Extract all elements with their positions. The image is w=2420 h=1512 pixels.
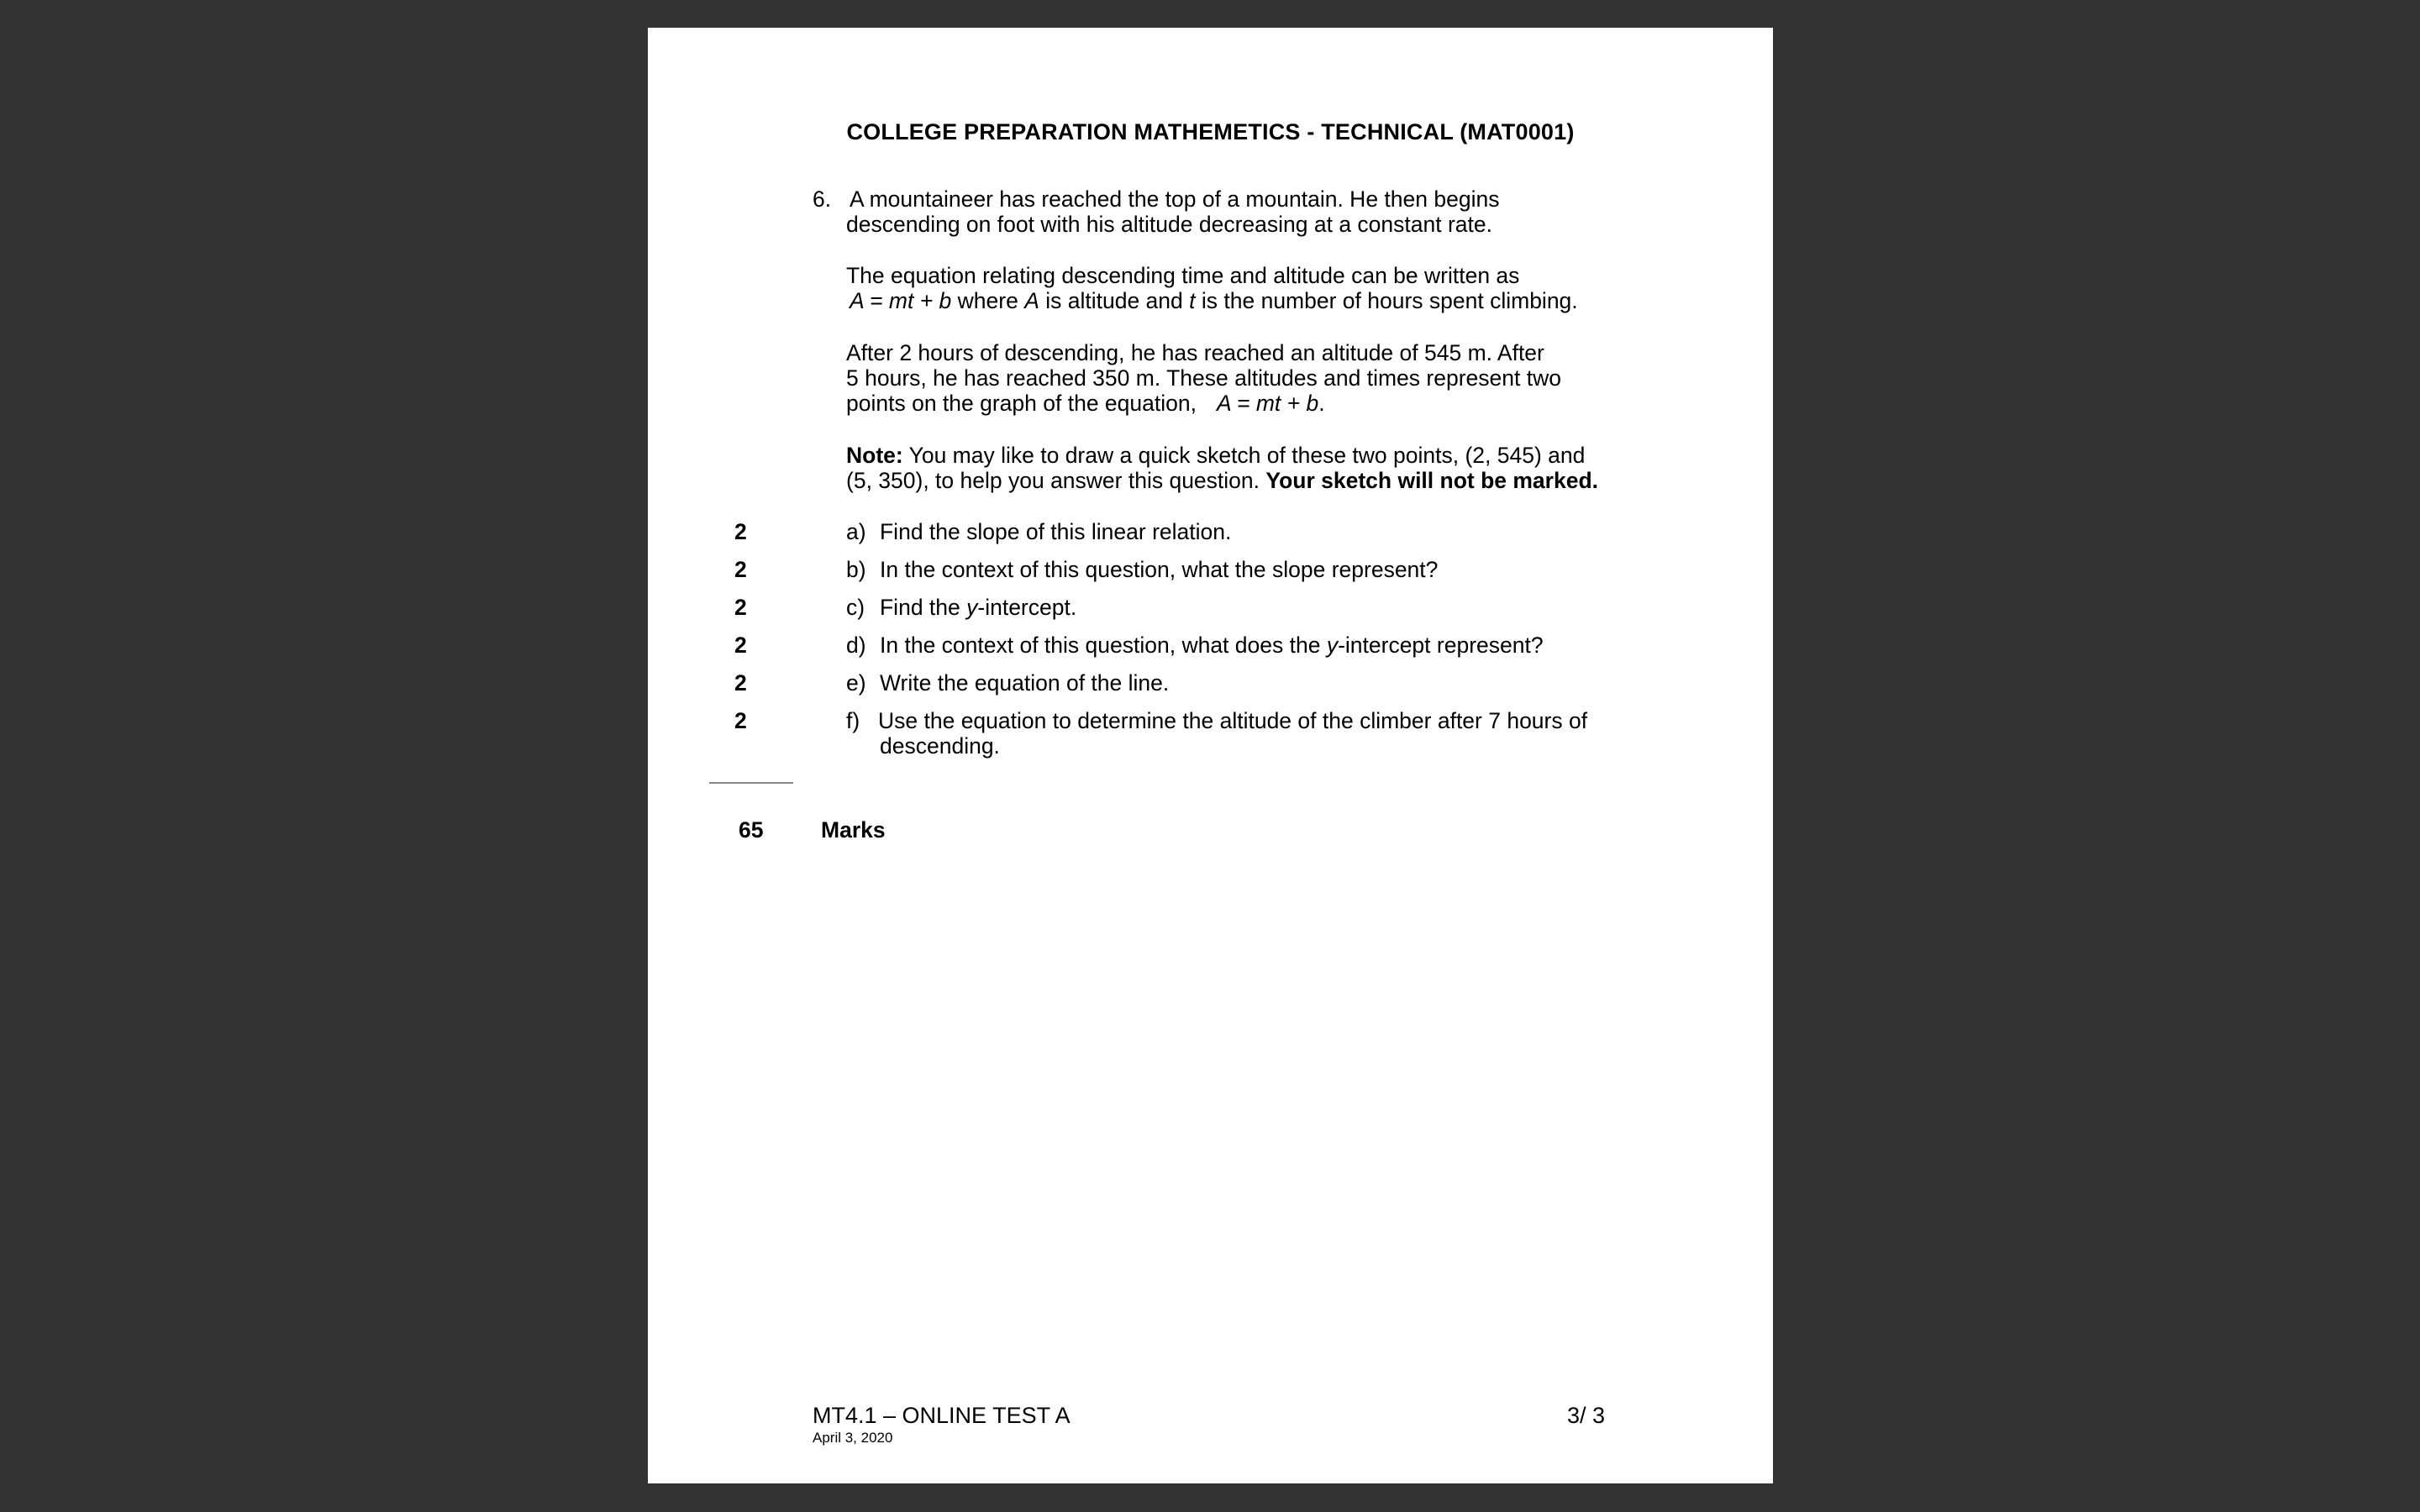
equation-formula: A = mt + b	[850, 288, 952, 313]
page-number: 3/ 3	[1567, 1403, 1606, 1428]
part-d-text-pre: In the context of this question, what does the	[880, 633, 1327, 658]
data-paragraph-line1: After 2 hours of descending, he has reached an altitude of 545 m. After	[846, 340, 1544, 365]
part-f-marks: 2	[734, 708, 747, 733]
part-f-text-line1: Use the equation to determine the altitude of the climber after 7 hours of	[878, 708, 1588, 733]
question-intro-line2: descending on foot with his altitude decreasing at a constant rate.	[846, 212, 1492, 237]
note-label: Note:	[846, 443, 903, 468]
data-line3-formula: A = mt + b	[1216, 391, 1319, 416]
part-f-letter: f)	[846, 708, 860, 733]
part-e-letter: e)	[846, 670, 866, 696]
total-marks-value: 65	[739, 817, 764, 843]
question-intro-line1: A mountaineer has reached the top of a mountain. He then begins	[850, 186, 1500, 212]
equation-mid: is altitude and	[1039, 288, 1190, 313]
part-e-marks: 2	[734, 670, 747, 696]
part-d-marks: 2	[734, 633, 747, 658]
part-b-text: In the context of this question, what the slope represent?	[880, 557, 1439, 582]
part-f-text-line2: descending.	[880, 733, 1000, 759]
variable-t: t	[1189, 288, 1196, 313]
footer-title: MT4.1 – ONLINE TEST A	[813, 1403, 1071, 1428]
note-text-line2: (5, 350), to help you answer this question.	[846, 468, 1266, 493]
part-b-letter: b)	[846, 557, 866, 582]
variable-a: A	[1024, 288, 1039, 313]
data-paragraph-line3	[846, 391, 1325, 416]
part-c-text	[880, 595, 1076, 620]
question-number: 6.	[813, 186, 832, 212]
total-marks-label: Marks	[821, 817, 886, 843]
total-divider	[709, 782, 793, 784]
part-d-text-post: -intercept represent?	[1338, 633, 1544, 658]
document-page	[648, 28, 1773, 1483]
equation-paragraph-line1: The equation relating descending time and altitude can be written as	[846, 263, 1520, 288]
part-b-marks: 2	[734, 557, 747, 582]
part-d-text	[880, 633, 1544, 658]
note-emphasis: Your sketch will not be marked.	[1265, 468, 1599, 493]
part-c-variable-y: y	[966, 595, 978, 620]
note-text-line1: You may like to draw a quick sketch of these two points, (2, 545) and	[902, 443, 1586, 468]
part-c-letter: c)	[846, 595, 865, 620]
part-e-text: Write the equation of the line.	[880, 670, 1170, 696]
part-c-text-pre: Find the	[880, 595, 967, 620]
equation-paragraph-line2	[850, 288, 1578, 313]
part-a-text: Find the slope of this linear relation.	[880, 519, 1232, 544]
page-title: COLLEGE PREPARATION MATHEMETICS - TECHNICAL (MAT0001)	[846, 119, 1575, 144]
part-a-marks: 2	[734, 519, 747, 544]
data-line3-prefix: points on the graph of the equation,	[846, 391, 1197, 416]
part-a-letter: a)	[846, 519, 866, 544]
part-c-marks: 2	[734, 595, 747, 620]
part-d-letter: d)	[846, 633, 866, 658]
equation-where: where	[951, 288, 1025, 313]
note-line2	[846, 468, 1598, 493]
part-d-variable-y: y	[1326, 633, 1339, 658]
footer-date: April 3, 2020	[813, 1430, 893, 1446]
part-c-text-post: -intercept.	[977, 595, 1077, 620]
note-line1	[846, 443, 1585, 468]
data-line3-suffix: .	[1318, 391, 1325, 416]
data-paragraph-line2: 5 hours, he has reached 350 m. These altitudes and times represent two	[846, 365, 1561, 391]
equation-end: is the number of hours spent climbing.	[1195, 288, 1578, 313]
